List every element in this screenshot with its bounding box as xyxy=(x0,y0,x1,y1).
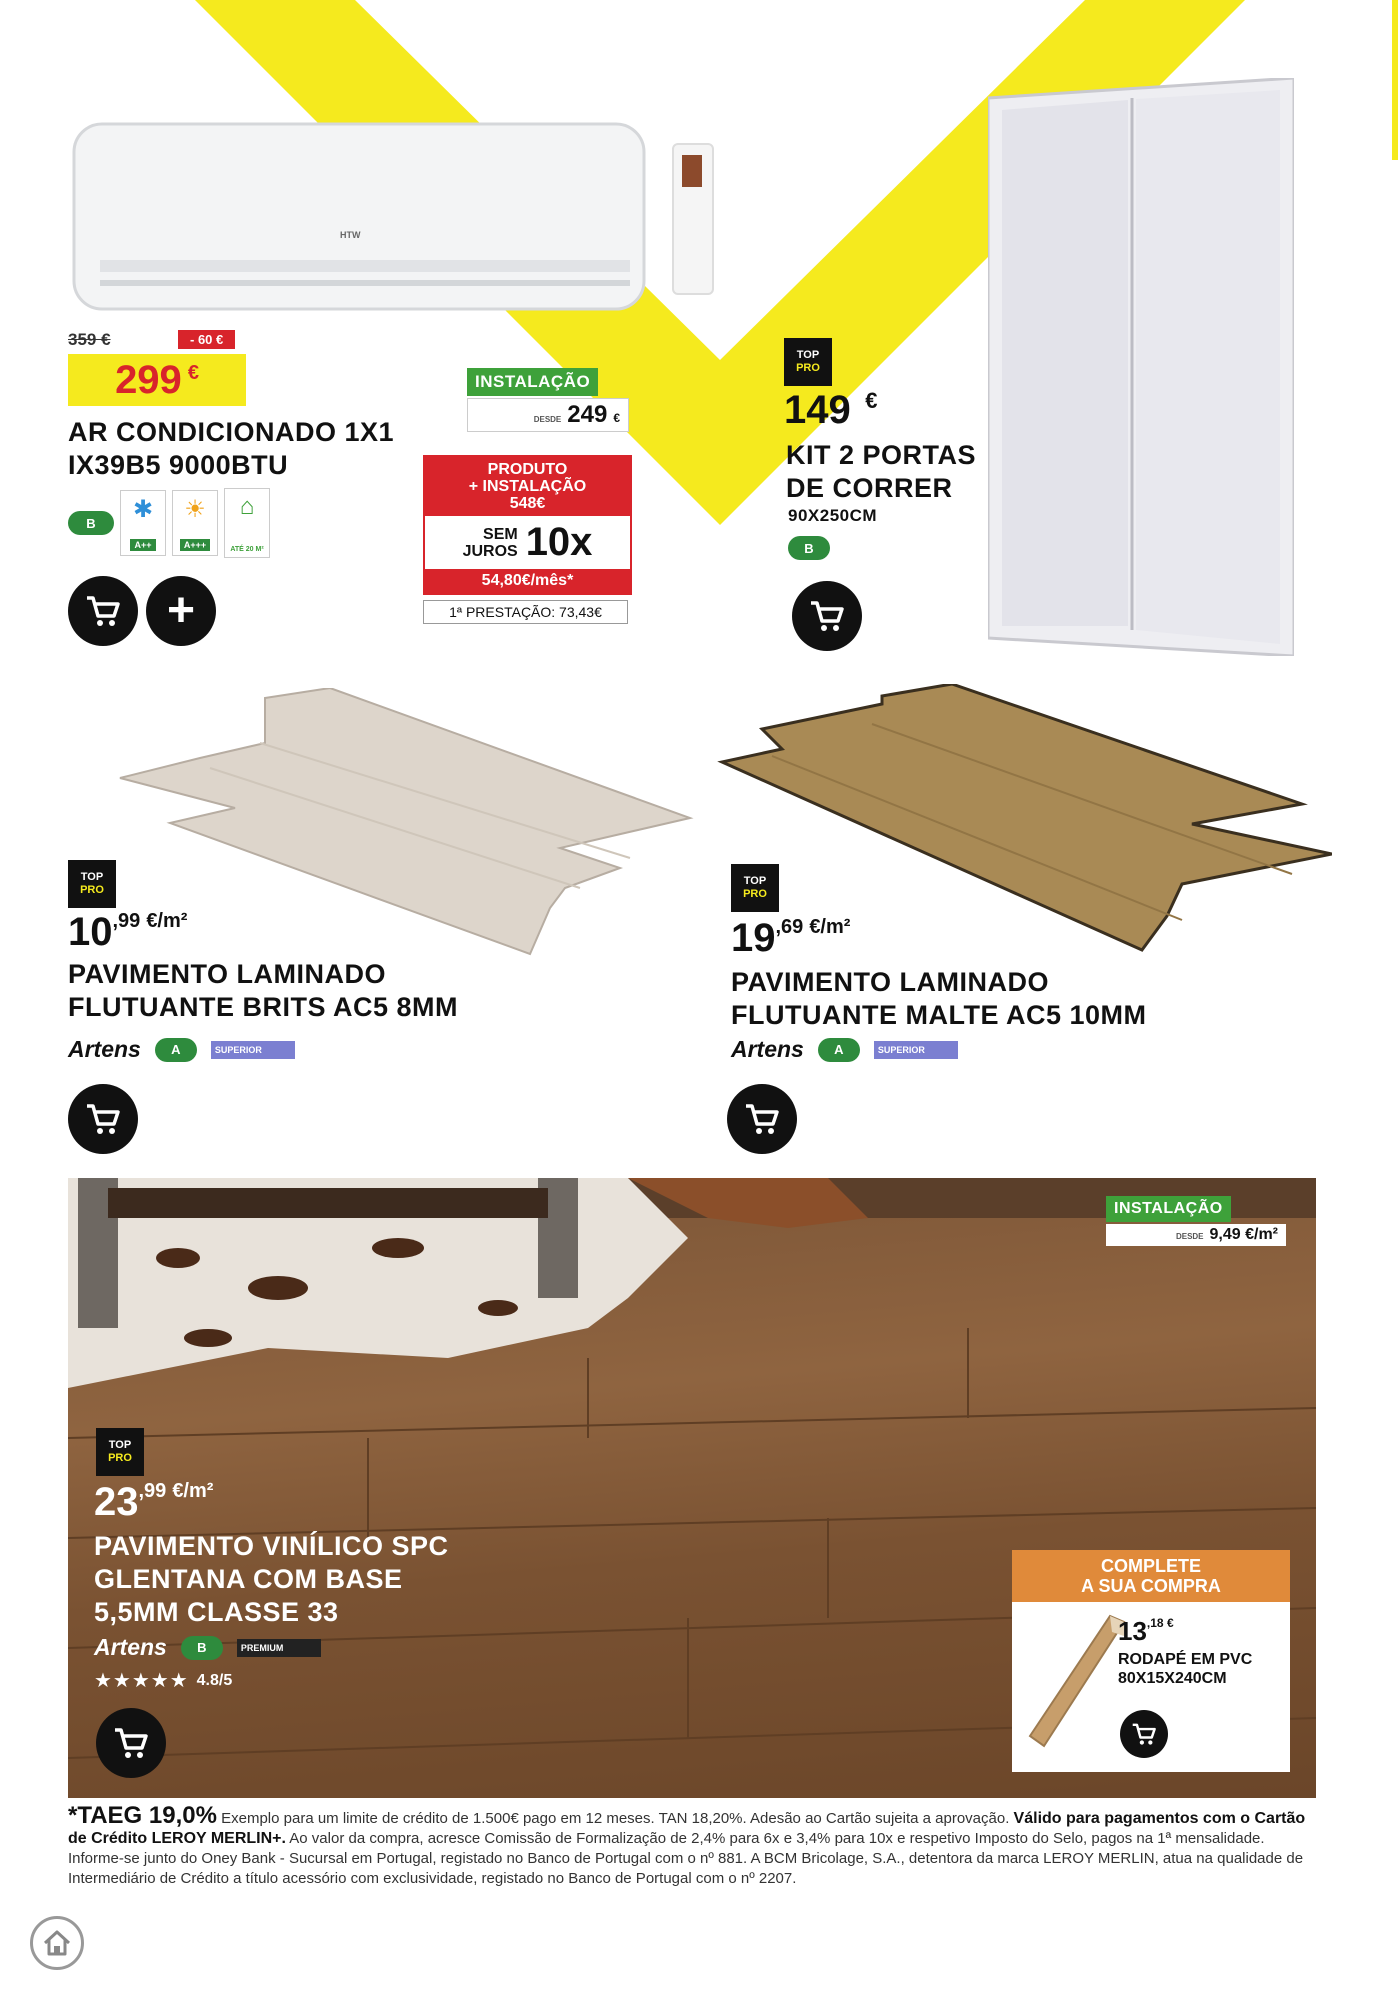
brits-top-pro-badge xyxy=(68,860,116,908)
malte-title-line2: FLUTUANTE MALTE AC5 10MM xyxy=(731,1000,1147,1030)
area-text: ATÉ 20 M² xyxy=(230,546,264,553)
vinyl-energy-class: B xyxy=(181,1636,223,1660)
malte-price-unit: €/m² xyxy=(809,916,851,938)
malte-range-tag: SUPERIOR xyxy=(874,1041,958,1059)
top-pro-line2: PRO xyxy=(743,888,767,900)
rating-value: 4.8/5 xyxy=(196,1671,233,1689)
brits-price-unit: €/m² xyxy=(146,910,188,932)
ac-title xyxy=(68,416,394,482)
installation-price: 249 xyxy=(567,401,608,428)
bundle-total: 548€ xyxy=(509,495,546,512)
malte-badges xyxy=(731,1036,958,1063)
ac-title-line2: IX39B5 9000BTU xyxy=(68,450,289,480)
complete-price xyxy=(1118,1616,1174,1647)
discount-badge: - 60 € xyxy=(178,330,235,349)
doors-price-value: 149 xyxy=(784,388,851,432)
vinyl-title-line2: GLENTANA COM BASE xyxy=(94,1564,403,1594)
bundle-box xyxy=(423,455,632,595)
malte-price-int: 19 xyxy=(731,916,776,960)
installation-label: INSTALAÇÃO xyxy=(1106,1196,1231,1222)
no-interest-line2: JUROS xyxy=(462,542,518,560)
snowflake-icon: ✱ xyxy=(132,496,154,523)
vinyl-brand-logo: Artens xyxy=(94,1634,167,1660)
brits-price xyxy=(68,910,187,955)
vinyl-banner xyxy=(68,1178,1316,1798)
brits-price-int: 10 xyxy=(68,910,113,954)
cart-icon xyxy=(744,1102,780,1136)
installation-price: 9,49 €/m² xyxy=(1209,1226,1278,1243)
ac-title-line1: AR CONDICIONADO 1X1 xyxy=(68,417,395,447)
price-currency: € xyxy=(187,361,199,384)
doors-energy-class: B xyxy=(788,536,830,560)
complete-price-dec: ,18 € xyxy=(1146,1616,1174,1630)
cart-icon xyxy=(85,1102,121,1136)
brits-title-line2: FLUTUANTE BRITS AC5 8MM xyxy=(68,992,458,1022)
top-pro-line1: TOP xyxy=(796,349,820,361)
ac-add-to-cart-button[interactable] xyxy=(68,576,138,646)
ac-installation-tag xyxy=(467,368,629,432)
disclaimer-bold: Válido para pagamentos com o Cartão de Crédito LEROY MERLIN+. xyxy=(68,1810,1306,1847)
doors-title-line1: KIT 2 PORTAS xyxy=(786,440,977,470)
complete-title xyxy=(1118,1650,1252,1688)
heating-class: A+++ xyxy=(180,539,210,551)
skirting-board-image xyxy=(1020,1606,1130,1756)
complete-purchase-box xyxy=(1012,1550,1290,1772)
complete-header-line1: COMPLETE xyxy=(1100,1556,1201,1576)
brits-title xyxy=(68,958,458,1024)
brits-add-to-cart-button[interactable] xyxy=(68,1084,138,1154)
top-pro-line2: PRO xyxy=(80,884,104,896)
vinyl-badges xyxy=(94,1634,321,1661)
vinyl-title-line1: PAVIMENTO VINÍLICO SPC xyxy=(94,1531,449,1561)
installation-currency: € xyxy=(613,411,620,425)
malte-energy-class: A xyxy=(818,1038,860,1062)
bundle-title-line2: + INSTALAÇÃO xyxy=(468,478,587,495)
top-pro-line2: PRO xyxy=(108,1452,132,1464)
installments-count: 10x xyxy=(525,520,593,564)
cart-icon xyxy=(113,1726,149,1760)
price-value: 299 xyxy=(115,357,182,402)
malte-brand-logo: Artens xyxy=(731,1036,804,1062)
vinyl-title-line3: 5,5MM CLASSE 33 xyxy=(94,1597,339,1627)
doors-title xyxy=(786,439,976,505)
installation-label: INSTALAÇÃO xyxy=(467,368,598,396)
cooling-class: A++ xyxy=(130,539,155,551)
doors-price-currency: € xyxy=(865,388,878,413)
energy-class-badge: B xyxy=(68,511,114,535)
cooling-label xyxy=(120,490,166,556)
top-pro-line1: TOP xyxy=(108,1439,132,1451)
cart-icon xyxy=(1131,1722,1157,1746)
bundle-monthly: 54,80€/mês* xyxy=(425,569,630,593)
doors-dims: 90X250CM xyxy=(788,506,878,525)
complete-header-line2: A SUA COMPRA xyxy=(1081,1576,1221,1596)
brits-badges xyxy=(68,1036,295,1063)
brits-title-line1: PAVIMENTO LAMINADO xyxy=(68,959,386,989)
home-button[interactable] xyxy=(30,1916,84,1970)
taeg-label: *TAEG 19,0% xyxy=(68,1802,217,1829)
complete-title-line1: RODAPÉ EM PVC xyxy=(1118,1651,1253,1668)
vinyl-title xyxy=(94,1530,449,1629)
doors-title-line2: DE CORRER xyxy=(786,473,953,503)
price-box xyxy=(68,354,246,406)
sun-icon: ☀ xyxy=(184,496,206,523)
house-icon: ⌂ xyxy=(239,493,255,520)
complete-add-to-cart-button[interactable] xyxy=(1120,1710,1168,1758)
bundle-header xyxy=(425,457,630,516)
ac-more-button[interactable] xyxy=(146,576,216,646)
old-price: 359 € xyxy=(68,330,111,349)
malte-top-pro-badge xyxy=(731,864,779,912)
doors-image xyxy=(988,78,1294,656)
area-label xyxy=(224,488,270,558)
complete-header xyxy=(1012,1550,1290,1602)
ac-energy-badges xyxy=(68,488,270,558)
installation-price-row xyxy=(1106,1224,1286,1246)
installation-price-row xyxy=(467,398,629,432)
ac-remote-image xyxy=(672,143,714,295)
malte-title-line1: PAVIMENTO LAMINADO xyxy=(731,967,1049,997)
disclaimer-text1: Exemplo para um limite de crédito de 1.500€ pago em 12 meses. TAN 18,20%. Adesão ao Cartão sujeita a aprovação. xyxy=(221,1810,1010,1827)
ac-unit-image xyxy=(70,120,648,315)
brits-energy-class: A xyxy=(155,1038,197,1062)
vinyl-price-unit: €/m² xyxy=(172,1480,214,1502)
brits-price-dec: ,99 xyxy=(112,910,141,932)
no-interest-line1: SEM xyxy=(483,525,518,543)
rating-stars-icon: ★★★★★ xyxy=(94,1670,189,1692)
heating-label xyxy=(172,490,218,556)
ac-brand-label: HTW xyxy=(340,230,361,240)
vinyl-installation-tag xyxy=(1106,1196,1286,1246)
disclaimer-text2: Ao valor da compra, acresce Comissão de Formalização de 2,4% para 6x e 3,4% para 10x e respetivo Imposto do Selo, pagos na 1ª mensalidade. Informe-se junto do Oney Bank - Sucursal em Portugal, registado no Banco de Portugal com o nº 881. A BCM Bricolage, S.A., detentora da marca LEROY MERLIN, atua na qualidade de Intermediário de Crédito a título acessório com exclusividade, registado no Banco de Portugal com o nº 2207. xyxy=(68,1830,1304,1887)
top-pro-line1: TOP xyxy=(743,875,767,887)
top-pro-line2: PRO xyxy=(796,362,820,374)
cart-icon xyxy=(85,594,121,628)
vinyl-price-dec: ,99 xyxy=(138,1480,167,1502)
home-icon xyxy=(42,1929,72,1957)
doors-price xyxy=(784,388,877,433)
brits-brand-logo: Artens xyxy=(68,1036,141,1062)
malte-laminate-image xyxy=(712,684,1332,952)
top-pro-line1: TOP xyxy=(80,871,104,883)
vinyl-top-pro-badge xyxy=(96,1428,144,1476)
doors-add-to-cart-button[interactable] xyxy=(792,581,862,651)
installation-desde: DESDE xyxy=(1175,1232,1204,1241)
malte-price-dec: ,69 xyxy=(775,916,804,938)
vinyl-price-int: 23 xyxy=(94,1480,139,1524)
bundle-installments xyxy=(425,516,630,569)
complete-title-line2: 80X15X240CM xyxy=(1118,1670,1227,1687)
malte-title xyxy=(731,966,1146,1032)
bundle-title-line1: PRODUTO xyxy=(487,461,568,478)
malte-add-to-cart-button[interactable] xyxy=(727,1084,797,1154)
plus-icon: + xyxy=(166,584,196,637)
complete-price-int: 13 xyxy=(1118,1616,1147,1646)
brits-laminate-image xyxy=(110,688,700,958)
doors-top-pro-badge xyxy=(784,338,832,386)
cart-icon xyxy=(809,599,845,633)
malte-price xyxy=(731,916,850,961)
brits-range-tag: SUPERIOR xyxy=(211,1041,295,1059)
credit-disclaimer xyxy=(68,1802,1318,1889)
vinyl-rating xyxy=(94,1668,232,1693)
vinyl-price xyxy=(94,1480,213,1525)
bundle-first-payment: 1ª PRESTAÇÃO: 73,43€ xyxy=(423,600,628,624)
installation-desde: DESDE xyxy=(533,415,562,424)
vinyl-add-to-cart-button[interactable] xyxy=(96,1708,166,1778)
vinyl-range-tag: PREMIUM xyxy=(237,1639,321,1657)
